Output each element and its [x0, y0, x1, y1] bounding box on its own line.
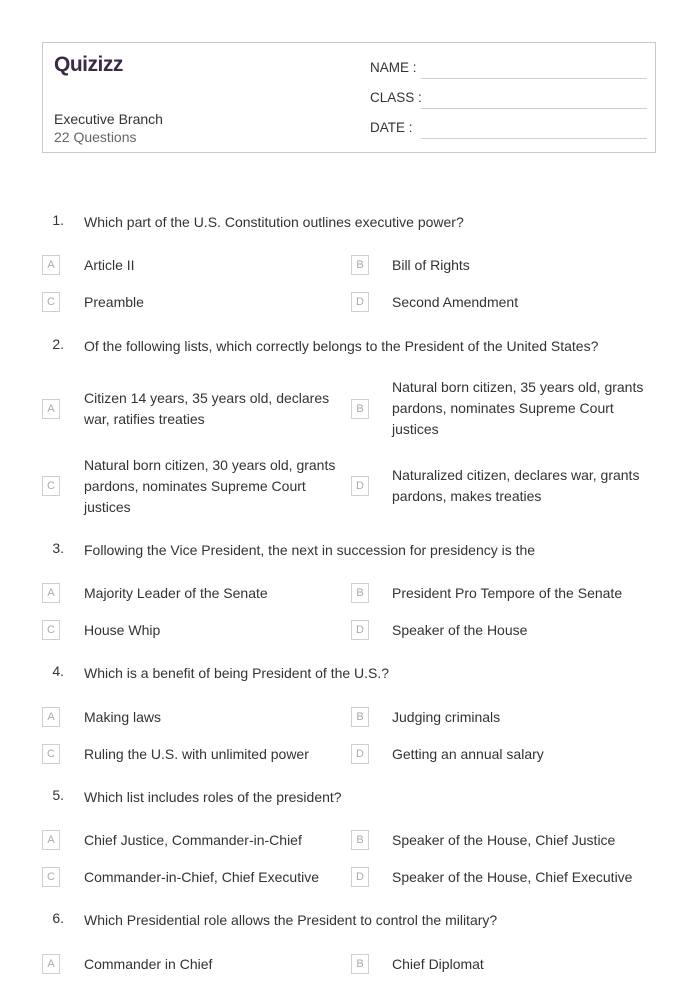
question-text: Which part of the U.S. Constitution outlines executive power?	[84, 214, 464, 230]
option-letter-box: C	[42, 476, 60, 496]
option-text: House Whip	[84, 622, 161, 638]
option-text: Commander-in-Chief, Chief Executive	[84, 869, 319, 885]
option-letter-box: B	[351, 399, 369, 419]
option-letter-box: A	[42, 583, 60, 603]
option-text: Natural born citizen, 35 years old, grants pardons, nominates Supreme Court justices	[392, 379, 644, 437]
option-text: Article II	[84, 257, 135, 273]
option-text: Speaker of the House, Chief Executive	[392, 869, 633, 885]
option-letter-box: C	[42, 867, 60, 887]
name-label: NAME :	[370, 60, 417, 75]
option-letter-box: B	[351, 707, 369, 727]
question-text: Which list includes roles of the president?	[84, 789, 342, 805]
option-letter-box: C	[42, 292, 60, 312]
option-letter-box: A	[42, 399, 60, 419]
option-text: Speaker of the House, Chief Justice	[392, 832, 616, 848]
option-letter-box: D	[351, 476, 369, 496]
option-letter-box: D	[351, 292, 369, 312]
question-number: 6.	[52, 910, 64, 926]
option-text: Ruling the U.S. with unlimited power	[84, 746, 309, 762]
option-letter-box: D	[351, 744, 369, 764]
option-letter-box: B	[351, 954, 369, 974]
option-text: Natural born citizen, 30 years old, grants pardons, nominates Supreme Court justices	[84, 457, 336, 515]
question-text: Of the following lists, which correctly belongs to the President of the United States?	[84, 338, 599, 354]
option-text: Naturalized citizen, declares war, grants pardons, makes treaties	[392, 467, 640, 504]
question-number: 3.	[52, 540, 64, 556]
quizizz-logo: Quizizz	[54, 53, 123, 76]
option-letter-box: B	[351, 255, 369, 275]
option-text: Majority Leader of the Senate	[84, 585, 268, 601]
question-number: 1.	[52, 212, 64, 228]
worksheet-title: Executive Branch	[54, 111, 163, 127]
question-text: Following the Vice President, the next in succession for presidency is the	[84, 542, 536, 558]
class-label: CLASS :	[370, 90, 422, 105]
option-letter-box: A	[42, 830, 60, 850]
date-line	[421, 138, 647, 139]
name-line	[421, 78, 647, 79]
option-text: Chief Justice, Commander-in-Chief	[84, 832, 302, 848]
question-text: Which Presidential role allows the President to control the military?	[84, 912, 498, 928]
option-letter-box: A	[42, 954, 60, 974]
option-letter-box: B	[351, 830, 369, 850]
option-letter-box: A	[42, 707, 60, 727]
class-line	[421, 108, 647, 109]
option-text: Getting an annual salary	[392, 746, 544, 762]
question-number: 5.	[52, 787, 64, 803]
option-letter-box: D	[351, 620, 369, 640]
option-letter-box: C	[42, 620, 60, 640]
option-text: Second Amendment	[392, 294, 519, 310]
question-count: 22 Questions	[54, 129, 137, 145]
option-text: Judging criminals	[392, 709, 501, 725]
question-number: 4.	[52, 663, 64, 679]
question-text: Which is a benefit of being President of the U.S.?	[84, 665, 390, 681]
option-text: Citizen 14 years, 35 years old, declares war, ratifies treaties	[84, 390, 330, 427]
question-number: 2.	[52, 336, 64, 352]
option-text: Chief Diplomat	[392, 956, 484, 972]
option-letter-box: B	[351, 583, 369, 603]
option-text: Speaker of the House	[392, 622, 528, 638]
option-text: Making laws	[84, 709, 162, 725]
option-letter-box: A	[42, 255, 60, 275]
option-text: Bill of Rights	[392, 257, 470, 273]
option-text: Commander in Chief	[84, 956, 213, 972]
option-text: Preamble	[84, 294, 144, 310]
option-letter-box: C	[42, 744, 60, 764]
worksheet-header	[42, 42, 656, 153]
option-text: President Pro Tempore of the Senate	[392, 585, 623, 601]
date-label: DATE :	[370, 120, 413, 135]
option-letter-box: D	[351, 867, 369, 887]
